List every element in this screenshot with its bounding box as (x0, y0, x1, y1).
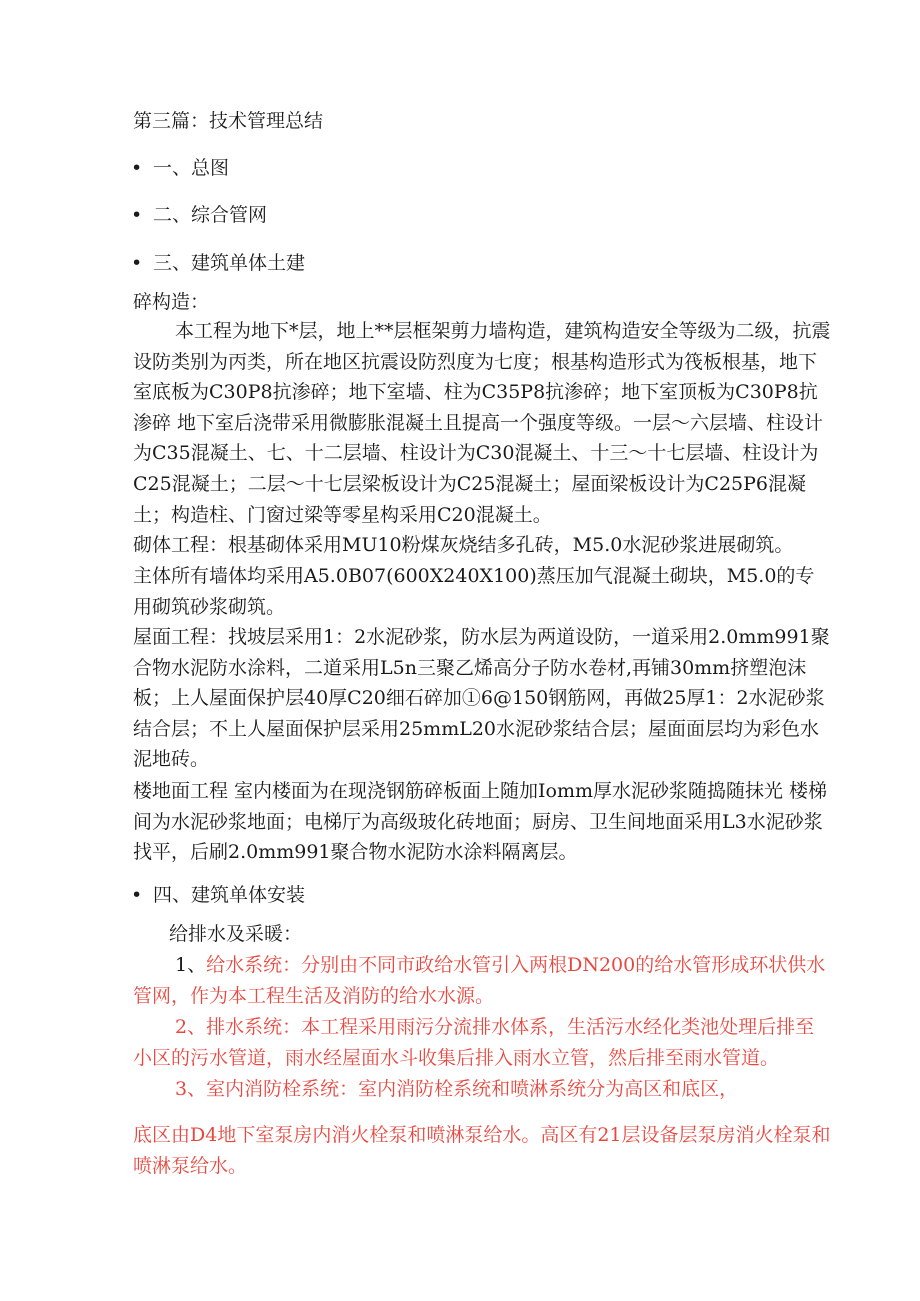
item-drainage: 2、排水系统：本工程采用雨污分流排水体系，生活污水经化类池处理后排至小区的污水管道，雨水经屋面水斗收集后排入雨水立管，然后排至雨水管道。 (133, 1016, 815, 1069)
item-water-supply (133, 950, 833, 1011)
bullet-icon: • (131, 884, 143, 906)
paragraph-roof: 屋面工程：找坡层采用1：2水泥砂浆，防水层为两道设防，一道采用2.0mm991聚合物水泥防水涂料，二道采用L5n三聚乙烯高分子防水卷材,再铺30mm挤塑泡沫板；上人屋面保护层40厚C20细石碎加①6@150钢筋网，再做25厚1：2水泥砂浆结合层；不上人屋面保护层采用25mmL20水泥砂浆结合层；屋面面层均为彩色水泥地砖。 (133, 626, 830, 771)
section-1-label: 一、总图 (153, 157, 230, 179)
item-1-text: 给水系统：分别由不同市政给水管引入两根DN200的给水管形成环状供水管网，作为本工程生活及消防的给水水源。 (133, 954, 826, 1007)
sub-heading-plumbing: 给排水及采暖： (169, 923, 303, 945)
bullet-icon: • (131, 252, 143, 274)
section-2 (131, 206, 267, 225)
section-3 (131, 254, 305, 273)
paragraph-masonry-2: 主体所有墙体均采用A5.0B07(600X240X100)蒸压加气混凝土砌块，M5.0的专用砌筑砂浆砌筑。 (133, 565, 815, 618)
item-fire-hydrant-continued: 底区由D4地下室泵房内消火栓泵和喷淋泵给水。高区有21层设备层泵房消火栓泵和喷淋泵给水。 (133, 1124, 831, 1177)
bullet-icon: • (131, 204, 143, 226)
paragraph-structure: 本工程为地下*层，地上**层框架剪力墙构造，建筑构造安全等级为二级，抗震设防类别为丙类，所在地区抗震设防烈度为七度；根基构造形式为筏板根基，地下室底板为C30P8抗渗碎；地下室墙、柱为C35P8抗渗碎；地下室顶板为C30P8抗渗碎 地下室后浇带采用微膨胀混凝土且提高一个强度等级。一层～六层墙、柱设计为C35混凝土、七、十二层墙、柱设计为C30混凝土、十三～十七层墙、柱设计为C25混凝土；二层～十七层梁板设计为C25混凝土；屋面梁板设计为C25P6混凝土；构造柱、门窗过梁等零星构采用C20混凝土。 (133, 320, 831, 526)
page-title: 第三篇：技术管理总结 (133, 110, 324, 132)
paragraph-masonry-1: 砌体工程：根基砌体采用MU10粉煤灰烧结多孔砖，M5.0水泥砂浆进展砌筑。 (133, 534, 794, 556)
sub-heading-concrete: 碎构造： (133, 291, 210, 313)
section-2-label: 二、综合管网 (153, 204, 268, 226)
bullet-icon: • (131, 157, 143, 179)
section-4-label: 四、建筑单体安装 (153, 884, 306, 906)
section-4 (131, 886, 305, 905)
section-3-label: 三、建筑单体土建 (153, 252, 306, 274)
item-1-number: 1、 (175, 954, 207, 976)
paragraph-floor: 楼地面工程 室内楼面为在现浇钢筋碎板面上随加Iomm厚水泥砂浆随捣随抹光 楼梯间为水泥砂浆地面；电梯厅为高级玻化砖地面；厨房、卫生间地面采用L3水泥砂浆找平，后刷2.0mm991聚合物水泥防水涂料隔离层。 (133, 780, 828, 864)
section-1 (131, 159, 229, 178)
item-fire-hydrant: 3、室内消防栓系统：室内消防栓系统和喷淋系统分为高区和底区， (175, 1078, 739, 1100)
